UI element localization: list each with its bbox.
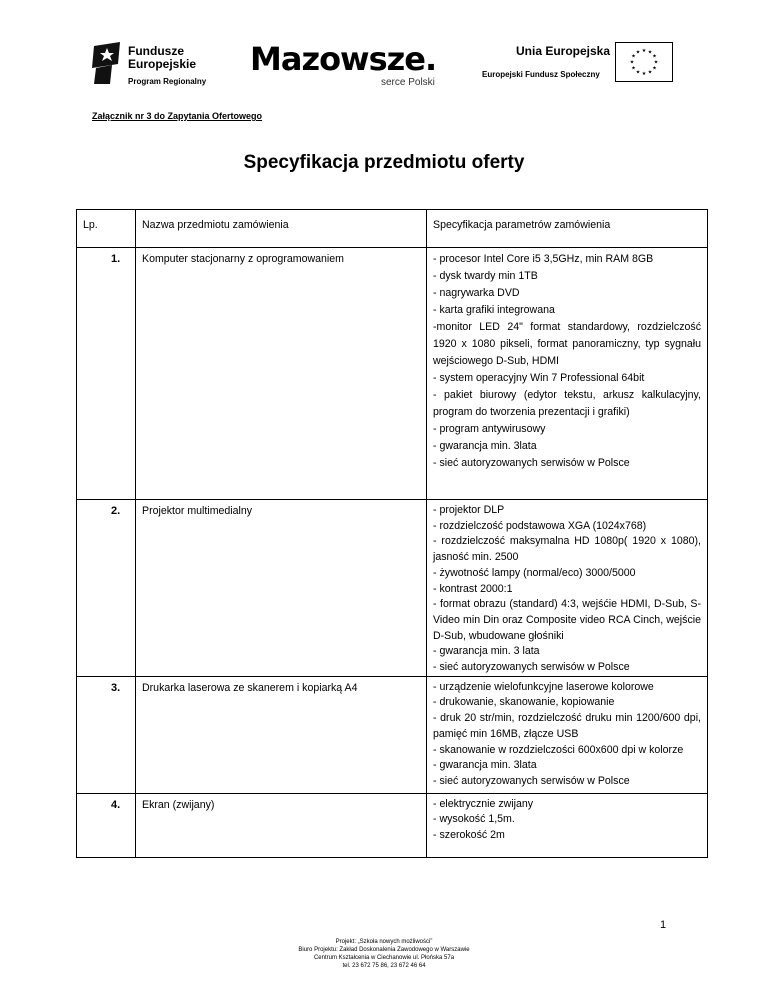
row-number: 4. bbox=[77, 793, 136, 857]
spec-line: - projektor DLP bbox=[433, 504, 505, 516]
table-header-row bbox=[77, 210, 708, 248]
svg-text:★: ★ bbox=[641, 71, 647, 77]
annex-label: Załącznik nr 3 do Zapytania Ofertowego bbox=[92, 111, 263, 121]
svg-text:★: ★ bbox=[631, 65, 636, 72]
eu-fund-name: Europejski Fundusz Społeczny bbox=[482, 70, 600, 79]
item-spec bbox=[427, 676, 708, 793]
footer-line: tel. 23 672 75 86, 23 672 46 64 bbox=[342, 963, 426, 969]
spec-line: - kontrast 2000:1 bbox=[433, 582, 513, 595]
table-row bbox=[77, 676, 708, 793]
item-name: Drukarka laserowa ze skanerem i kopiarką A4 bbox=[136, 676, 427, 793]
svg-text:★: ★ bbox=[629, 59, 635, 66]
spec-line: - skanowanie w rozdzielczości 600x600 dpi w kolorze bbox=[433, 743, 684, 756]
spec-line: - nagrywarka DVD bbox=[433, 287, 520, 299]
eu-title: Unia Europejska bbox=[516, 44, 611, 58]
spec-line: - dysk twardy min 1TB bbox=[433, 270, 538, 282]
spec-line: - rozdzielczość maksymalna HD 1080p( 1920 x 1080), jasność min. 2500 bbox=[433, 535, 701, 564]
item-spec bbox=[427, 793, 708, 857]
spec-line: - gwarancja min. 3lata bbox=[433, 440, 537, 452]
spec-line: - urządzenie wielofunkcyjne laserowe kolorowe bbox=[433, 680, 654, 693]
spec-line: - procesor Intel Core i5 3,5GHz, min RAM 8GB bbox=[433, 253, 654, 265]
page-footer bbox=[0, 938, 768, 970]
svg-text:★: ★ bbox=[635, 49, 641, 56]
eu-flag-icon bbox=[615, 42, 673, 82]
svg-text:★: ★ bbox=[647, 69, 653, 76]
spec-line: - karta grafiki integrowana bbox=[433, 304, 555, 316]
spec-line: - format obrazu (standard) 4:3, wejśćie HDMI, D-Sub, S-Video min Din oraz Composite video RCA Cinch, wejście D-Sub, wbudowane głośniki bbox=[433, 598, 701, 642]
spec-line: - rozdzielczość podstawowa XGA (1024x768) bbox=[433, 519, 647, 532]
svg-text:★: ★ bbox=[652, 53, 657, 60]
mazowsze-wordmark: Mazowsze. bbox=[250, 40, 437, 78]
spec-line: - żywotność lampy (normal/eco) 3000/5000 bbox=[433, 566, 636, 579]
row-number: 2. bbox=[77, 500, 136, 677]
page-title: Specyfikacja przedmiotu oferty bbox=[243, 152, 525, 173]
header-lp: Lp. bbox=[77, 210, 136, 248]
spec-line: - gwarancja min. 3lata bbox=[433, 759, 537, 772]
eu-logo bbox=[480, 44, 680, 90]
spec-line: - drukowanie, skanowanie, kopiowanie bbox=[433, 696, 615, 709]
item-name: Projektor multimedialny bbox=[136, 500, 427, 677]
item-name: Ekran (zwijany) bbox=[136, 793, 427, 857]
svg-text:★: ★ bbox=[631, 53, 636, 60]
svg-text:★: ★ bbox=[641, 48, 647, 54]
svg-text:★: ★ bbox=[653, 59, 659, 66]
spec-line: - wysokość 1,5m. bbox=[433, 813, 515, 826]
spec-line: - gwarancja min. 3 lata bbox=[433, 645, 540, 658]
fe-program: Program Regionalny bbox=[128, 77, 207, 86]
item-spec bbox=[427, 500, 708, 677]
mazowsze-tagline: serce Polski bbox=[381, 77, 435, 88]
item-spec bbox=[427, 248, 708, 500]
svg-text:★: ★ bbox=[635, 69, 641, 76]
item-name: Komputer stacjonarny z oprogramowaniem bbox=[136, 248, 427, 500]
specification-table bbox=[76, 209, 708, 858]
spec-line: - szerokość 2m bbox=[433, 829, 505, 842]
svg-text:★: ★ bbox=[647, 49, 653, 56]
fe-name: Fundusze Europejskie bbox=[128, 44, 197, 71]
footer-line: Centrum Kształcenia w Ciechanowie ul. Płońska 57a bbox=[313, 955, 455, 961]
spec-line: - sieć autoryzowanych serwisów w Polsce bbox=[433, 661, 630, 674]
table-row bbox=[77, 248, 708, 500]
spec-line: - program antywirusowy bbox=[433, 423, 546, 435]
mazowsze-logo bbox=[250, 42, 450, 92]
spec-line: - druk 20 str/min, rozdzielczość druku min 1200/600 dpi, pamięć min 16MB, złącze USB bbox=[433, 712, 701, 740]
spec-line: - system operacyjny Win 7 Professional 64bit bbox=[433, 372, 645, 384]
spec-line: - sieć autoryzowanych serwisów w Polsce bbox=[433, 457, 630, 469]
page-number: 1 bbox=[660, 919, 667, 931]
footer-line: Projekt: „Szkoła nowych możliwości” bbox=[335, 939, 433, 945]
page-header bbox=[0, 36, 768, 96]
header-item-name: Nazwa przedmiotu zamówienia bbox=[136, 210, 427, 248]
row-number: 1. bbox=[77, 248, 136, 500]
row-number: 3. bbox=[77, 676, 136, 793]
table-row bbox=[77, 500, 708, 677]
spec-line: - elektrycznie zwijany bbox=[433, 797, 534, 810]
fe-star-flag-icon bbox=[92, 42, 122, 84]
footer-line: Biuro Projektu: Zakład Doskonalenia Zawodowego w Warszawie bbox=[298, 947, 470, 953]
fundusze-europejskie-logo bbox=[92, 42, 232, 88]
table-row bbox=[77, 793, 708, 857]
spec-line: -monitor LED 24" format standardowy, rozdzielczość 1920 x 1080 pikseli, format panoramiczny, typ sygnału wejściowego D-Sub, HDMI bbox=[433, 321, 701, 367]
svg-text:★: ★ bbox=[652, 65, 657, 72]
spec-line: - pakiet biurowy (edytor tekstu, arkusz kalkulacyjny, program do tworzenia prezentacji i grafiki) bbox=[433, 389, 701, 418]
spec-line: - sieć autoryzowanych serwisów w Polsce bbox=[433, 774, 630, 787]
header-spec: Specyfikacja parametrów zamówienia bbox=[427, 210, 708, 248]
